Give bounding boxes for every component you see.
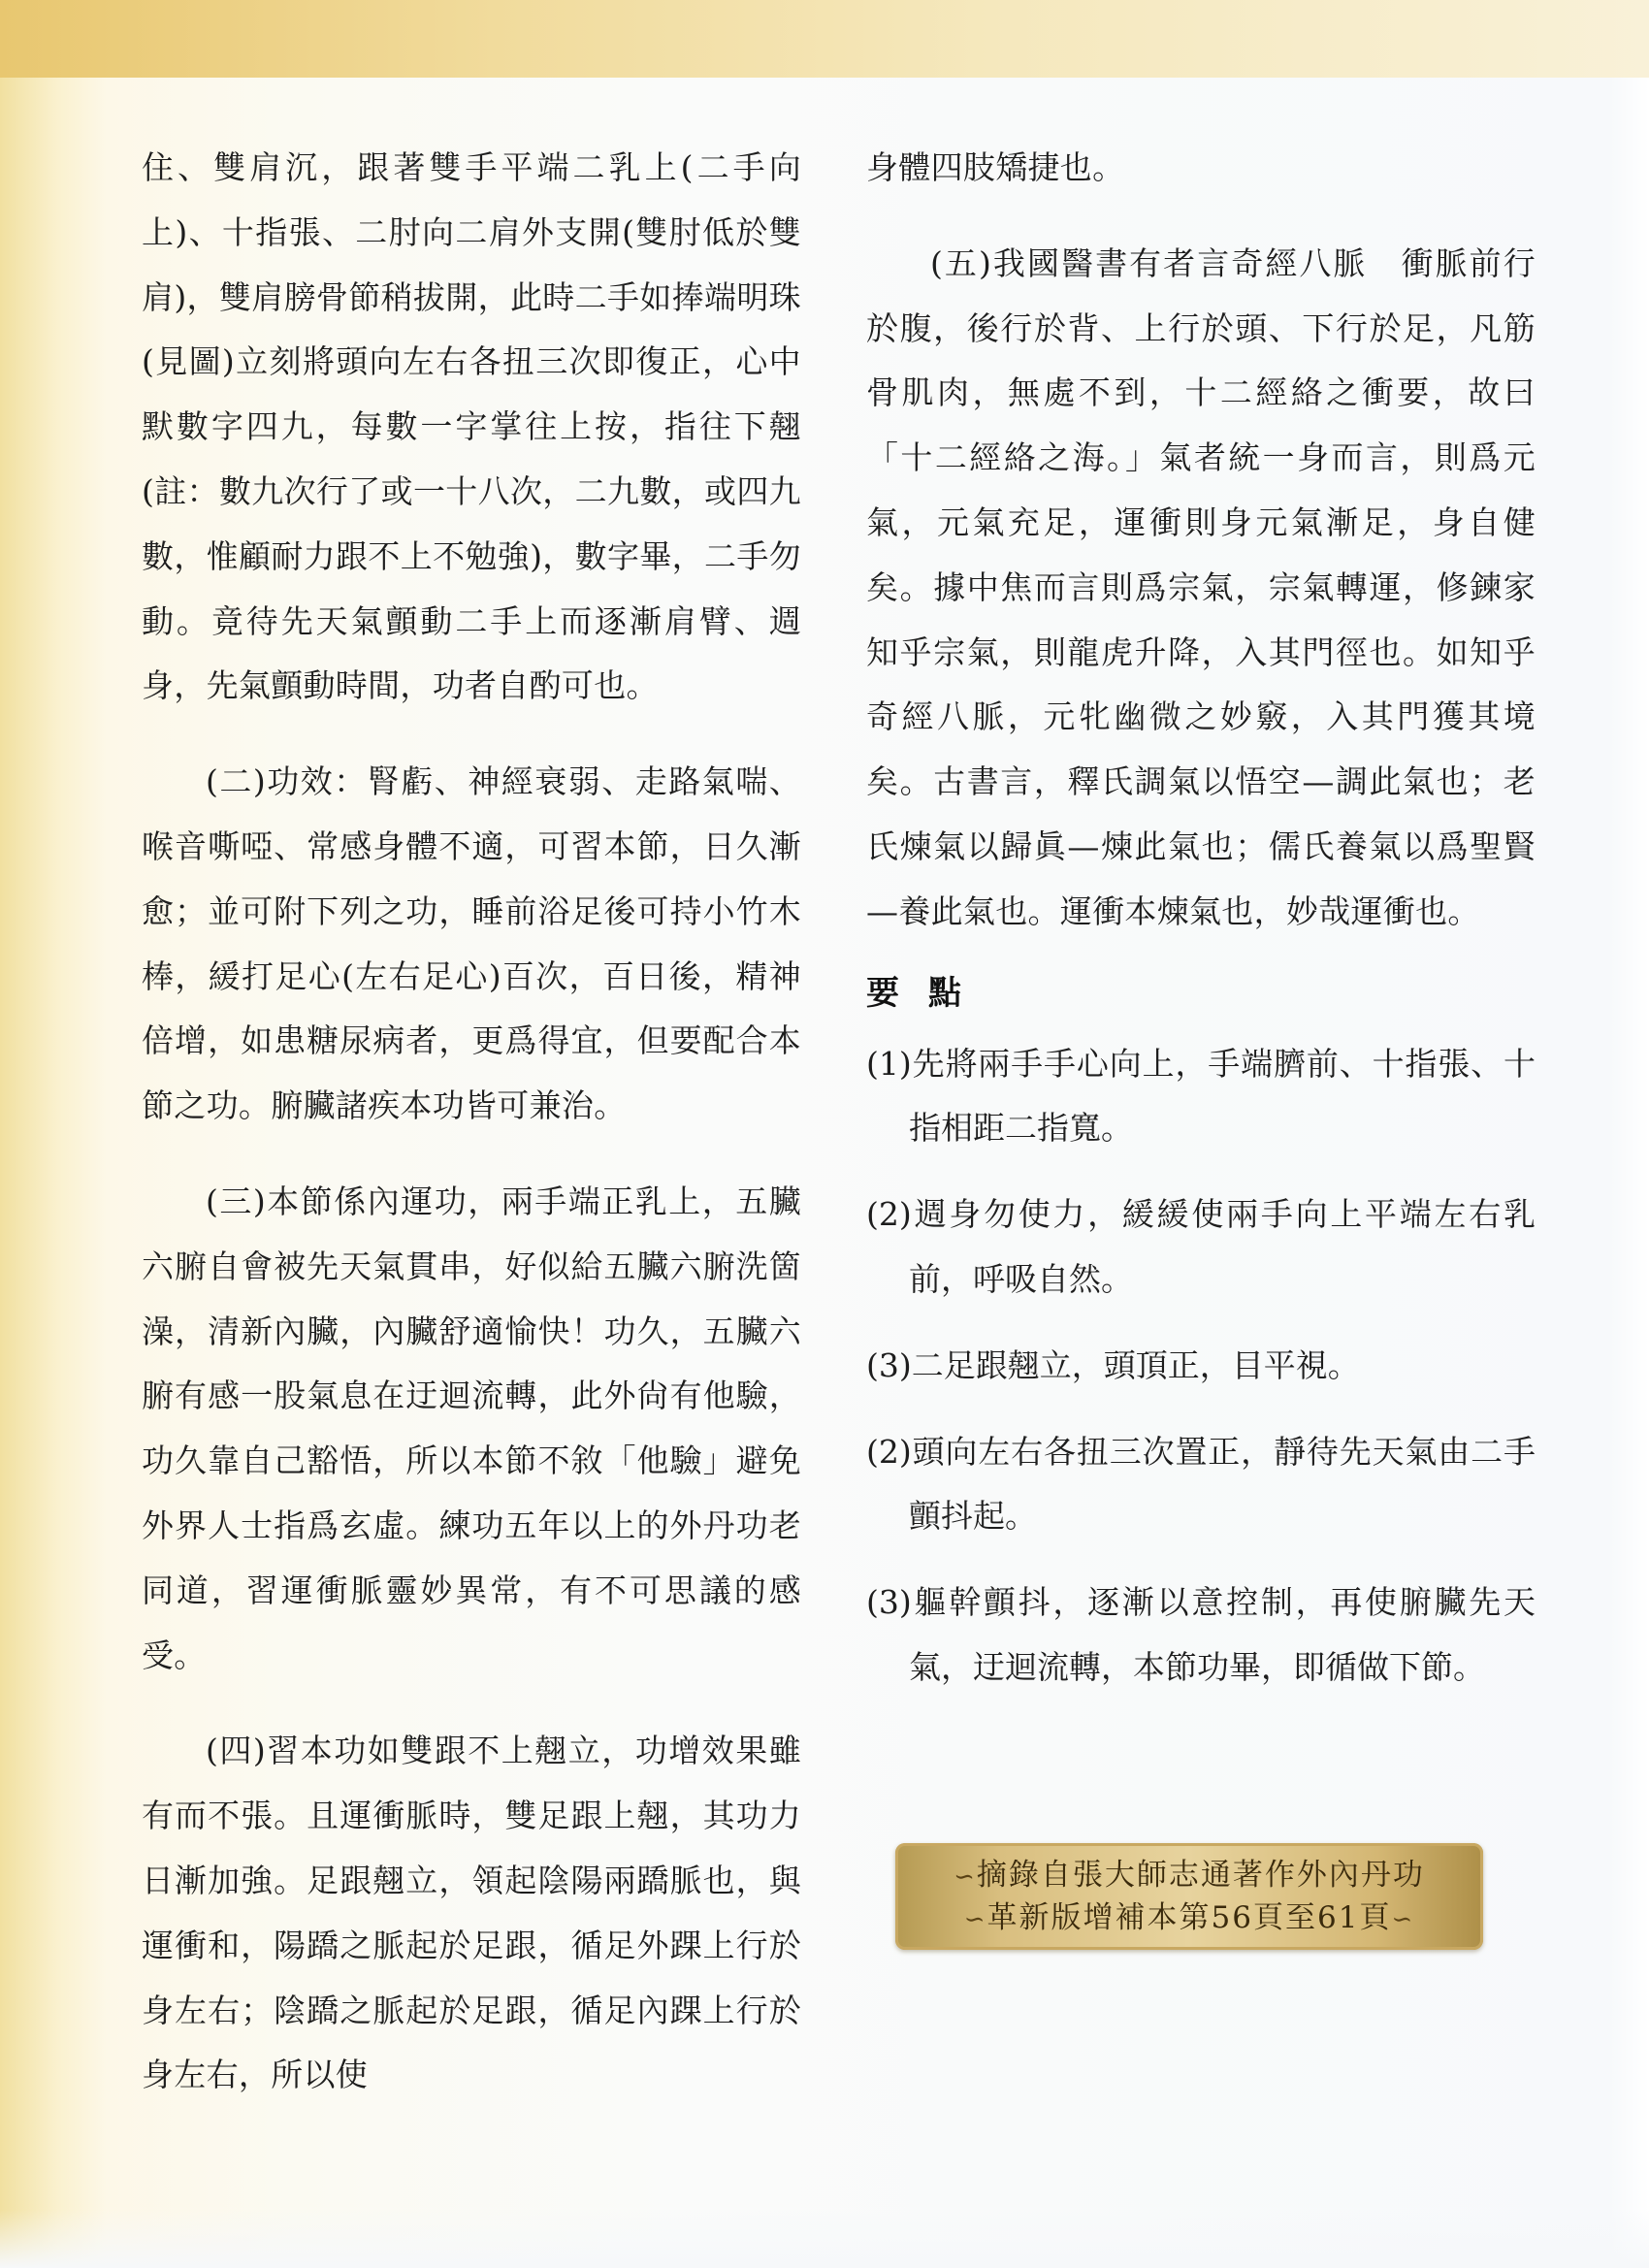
flourish-left-icon: ∽	[963, 1905, 987, 1934]
credit-text-1: 摘錄自張大師志通著作外內丹功	[976, 1858, 1425, 1893]
bottom-fade	[0, 2210, 1649, 2268]
left-paragraph-2: (二)功效：腎虧、神經衰弱、走路氣喘、喉音嘶啞、常感身體不適，可習本節，日久漸愈；並可附下列之功，睡前浴足後可持小竹木棒，緩打足心(左右足心)百次，百日後，精神倍增，如患糖尿病者，更爲得宜，但要配合本節之功。腑臟諸疾本功皆可兼治。	[142, 762, 801, 1125]
key-point: (3)二足跟翹立，頭頂正，目平視。	[866, 1345, 1360, 1384]
section-heading: 要點	[866, 973, 990, 1013]
right-paragraph-1: 身體四肢矯捷也。	[866, 148, 1125, 186]
right-column	[866, 136, 1536, 1722]
left-paragraph-1: 住、雙肩沉，跟著雙手平端二乳上(二手向上)、十指張、二肘向二肩外支開(雙肘低於雙肩)，雙肩膀骨節稍拔開，此時二手如捧端明珠(見圖)立刻將頭向左右各扭三次即復正，心中默數字四九，每數一字掌往上按，指往下翹(註：數九次行了或一十八次，二九數，或四九數，惟顧耐力跟不上不勉強)，數字畢，二手勿動。竟待先天氣顫動二手上而逐漸肩臂、週身，先氣顫動時間，功者自酌可也。	[142, 148, 801, 705]
key-point: (3)軀幹顫抖，逐漸以意控制，再使腑臟先天氣，迂迴流轉，本節功畢，即循做下節。	[866, 1583, 1536, 1686]
left-paragraph-3: (三)本節係內運功，兩手端正乳上，五臟六腑自會被先天氣貫串，好似給五臟六腑洗箇澡，清新內臟，內臟舒適愉快！功久，五臟六腑有感一股氣息在迂迴流轉，此外尙有他驗，功久靠自己豁悟，所以本節不敘「他驗」避免外界人士指爲玄虛。練功五年以上的外丹功老同道，習運衝脈靈妙異常，有不可思議的感受。	[142, 1182, 801, 1674]
key-point: (2)頭向左右各扭三次置正，靜待先天氣由二手顫抖起。	[866, 1432, 1536, 1536]
credit-text-2: 革新版增補本第56頁至61頁	[986, 1900, 1392, 1935]
credit-line-2	[895, 1898, 1483, 1939]
left-paragraph-4: (四)習本功如雙跟不上翹立，功增效果雖有而不張。且運衝脈時，雙足跟上翹，其功力日漸加強。足跟翹立，領起陰陽兩蹻脈也，與運衝和，陽蹻之脈起於足跟，循足外踝上行於身左右；陰蹻之脈起於足跟，循足內踝上行於身左右，所以使	[142, 1732, 801, 2094]
top-color-band	[0, 0, 1649, 78]
key-point: (2)週身勿使力，緩緩使兩手向上平端左右乳前，呼吸自然。	[866, 1195, 1536, 1298]
flourish-right-icon: ∽	[1391, 1905, 1415, 1934]
source-credit-box	[895, 1843, 1483, 1950]
credit-line-1	[895, 1856, 1483, 1896]
key-points-list	[866, 1032, 1536, 1701]
right-paragraph-2: (五)我國醫書有者言奇經八脈 衝脈前行於腹，後行於背、上行於頭、下行於足，凡筋骨肌肉，無處不到，十二經絡之衝要，故曰「十二經絡之海。」氣者統一身而言，則爲元氣，元氣充足，運衝則身元氣漸足，身自健矣。據中焦而言則爲宗氣，宗氣轉運，修鍊家知乎宗氣，則龍虎升降，入其門徑也。如知乎奇經八脈，元牝幽微之妙竅，入其門獲其境矣。古書言，釋氏調氣以悟空—調此氣也；老氏煉氣以歸眞—煉此氣也；儒氏養氣以爲聖賢—養此氣也。運衝本煉氣也，妙哉運衝也。	[866, 243, 1536, 930]
key-point: (1)先將兩手手心向上，手端臍前、十指張、十指相距二指寬。	[866, 1044, 1536, 1148]
flourish-left-icon: ∽	[954, 1863, 977, 1892]
left-column	[142, 136, 801, 2108]
